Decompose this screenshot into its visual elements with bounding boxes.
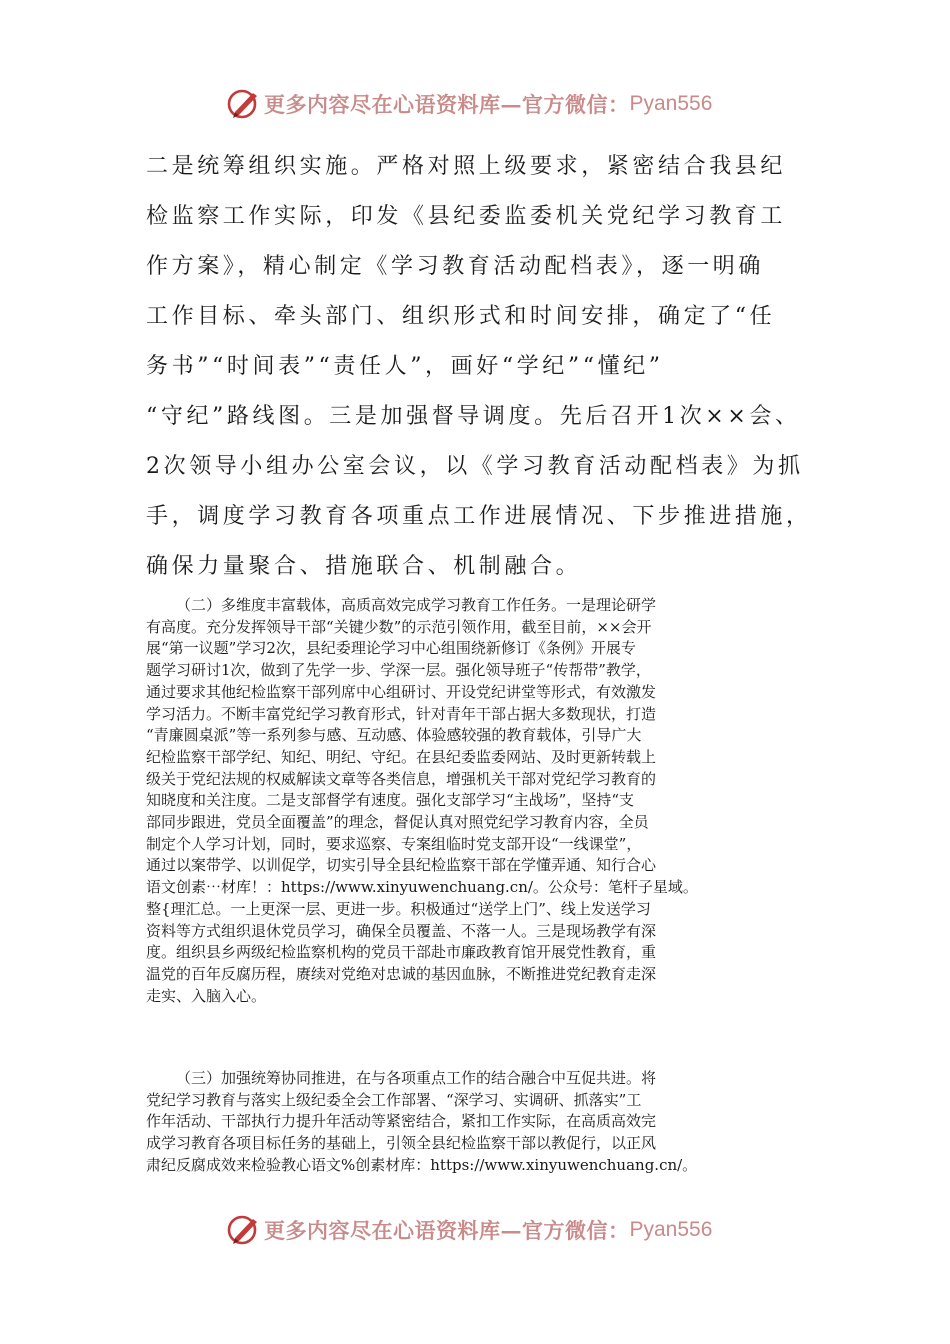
text-line: “青廉圆桌派”等一系列参与感、互动感、体验感较强的教育载体，引导广大 <box>146 726 642 745</box>
banner-text: 更多内容尽在心语资料库—官方微信： <box>264 1218 630 1243</box>
text-line: “守纪”路线图。三是加强督导调度。先后召开1次××会、 <box>146 404 801 429</box>
text-line: 资料等方式组织退休党员学习，确保全员覆盖、不落一人。三是现场教学有深 <box>146 921 657 940</box>
text-line: 部同步跟进，党员全面覆盖”的理念，督促认真对照党纪学习教育内容，全员 <box>146 813 649 832</box>
paragraph-organize-implementation <box>146 142 836 592</box>
text-line: 肃纪反腐成效来检验教心语文%创素材库：https://www.xinyuwenchuang.cn/。 <box>146 1155 698 1174</box>
text-line: 纪检监察干部学纪、知纪、明纪、守纪。在县纪委监委网站、及时更新转载上 <box>146 747 657 766</box>
text-line: 检监察工作实际，印发《县纪委监委机关党纪学习教育工 <box>146 204 787 229</box>
section-three <box>146 1068 806 1177</box>
text-line: 工作目标、牵头部门、组织形式和时间安排，确定了“任 <box>146 304 776 329</box>
pen-logo-icon <box>226 1213 262 1247</box>
text-line: 2次领导小组办公室会议，以《学习教育活动配档表》为抓 <box>146 454 804 479</box>
text-line: 制定个人学习计划，同时，要求巡察、专案组临时党支部开设“一线课堂”， <box>146 834 642 853</box>
text-line: 通过要求其他纪检监察干部列席中心组研讨、开设党纪讲堂等形式，有效激发 <box>146 682 657 701</box>
header-banner <box>226 84 712 124</box>
banner-wechat-id: Pyan556 <box>629 92 713 115</box>
text-line: 走实、入脑入心。 <box>146 986 267 1005</box>
text-line: 学习活力。不断丰富党纪学习教育形式，针对青年干部占据大多数现状，打造 <box>146 704 657 723</box>
banner-wechat-id: Pyan556 <box>629 1218 713 1241</box>
text-line: 党纪学习教育与落实上级纪委全会工作部署、“深学习、实调研、抓落实”工 <box>146 1090 642 1109</box>
text-line: （三）加强统筹协同推进，在与各项重点工作的结合融合中互促共进。将 <box>176 1069 657 1087</box>
text-line: 温党的百年反腐历程，赓续对党绝对忠诚的基因血脉，不断推进党纪教育走深 <box>146 964 657 983</box>
footer-banner <box>226 1210 712 1250</box>
text-line: 级关于党纪法规的权威解读文章等各类信息，增强机关干部对党纪学习教育的 <box>146 769 657 788</box>
text-line: 务书”“时间表”“责任人”，画好“学纪”“懂纪” <box>146 354 664 379</box>
text-line: 作年活动、干部执行力提升年活动等紧密结合，紧扣工作实际，在高质高效完 <box>146 1112 657 1131</box>
text-line: 成学习教育各项目标任务的基础上，引领全县纪检监察干部以教促行，以正风 <box>146 1134 657 1153</box>
text-line: 题学习研讨1次，做到了先学一步、学深一层。强化领导班子“传帮带”教学， <box>146 661 651 680</box>
banner-text: 更多内容尽在心语资料库—官方微信： <box>264 92 630 117</box>
text-line: （二）多维度丰富载体，高质高效完成学习教育工作任务。一是理论研学 <box>176 596 657 614</box>
text-line: 整{理汇总。一上更深一层、更进一步。积极通过“送学上门”、线上发送学习 <box>146 899 651 918</box>
text-line: 知晓度和关注度。二是支部督学有速度。强化支部学习“主战场”，坚持“支 <box>146 791 635 810</box>
text-line: 通过以案带学、以训促学，切实引导全县纪检监察干部在学懂弄通、知行合心 <box>146 856 657 875</box>
text-line: 确保力量聚合、措施联合、机制融合。 <box>146 554 582 579</box>
pen-logo-icon <box>226 87 262 121</box>
text-line: 手，调度学习教育各项重点工作进展情况、下步推进措施， <box>146 504 812 529</box>
text-line: 度。组织县乡两级纪检监察机构的党员干部赴市廉政教育馆开展党性教育，重 <box>146 943 657 962</box>
text-line: 语文创素⋯材库！：https://www.xinyuwenchuang.cn/。公众号：笔杆子星域。 <box>146 878 698 897</box>
text-line: 展“第一议题”学习2次，县纪委理论学习中心组围绕新修订《条例》开展专 <box>146 639 636 658</box>
text-line: 作方案》，精心制定《学习教育活动配档表》，逐一明确 <box>146 254 765 279</box>
text-line: 二是统筹组织实施。严格对照上级要求，紧密结合我县纪 <box>146 154 787 179</box>
text-line: 有高度。充分发挥领导干部“关键少数”的示范引领作用，截至目前，××会开 <box>146 617 652 636</box>
section-two <box>146 595 806 1007</box>
